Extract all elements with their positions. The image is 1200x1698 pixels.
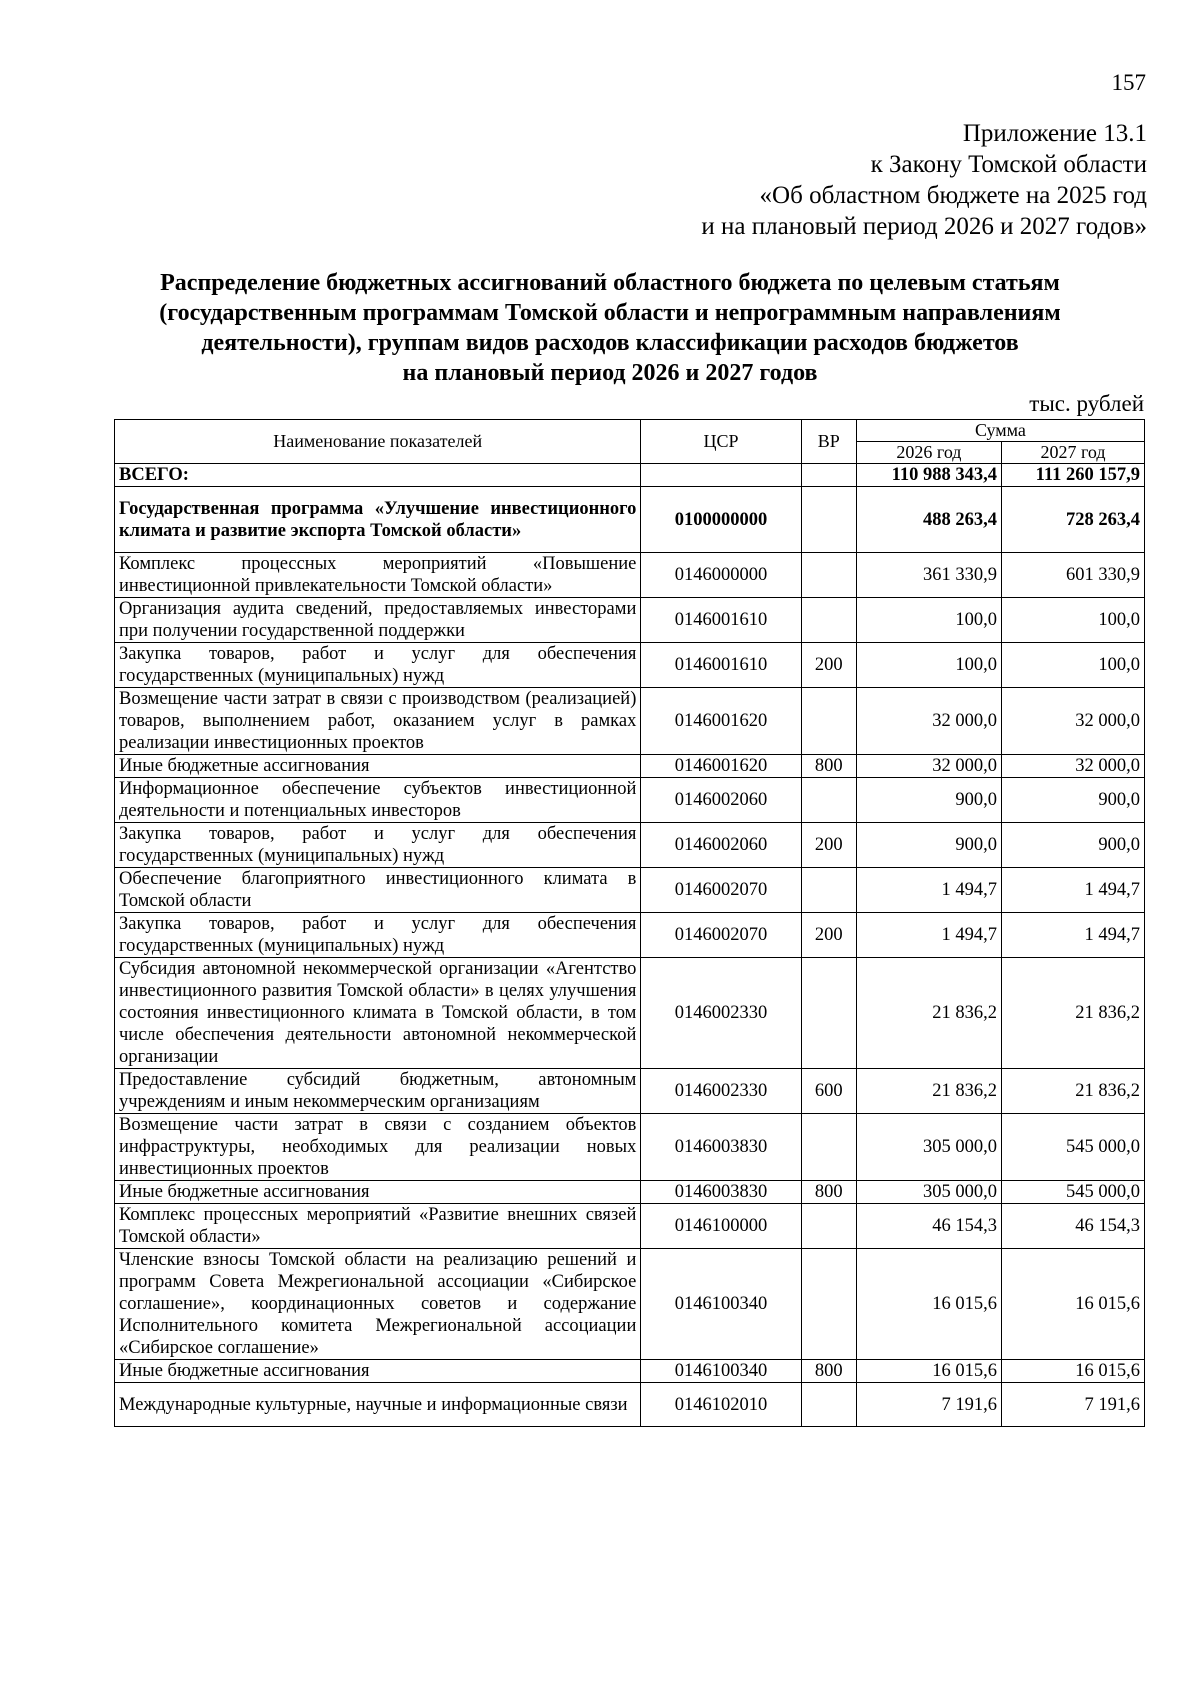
cell-sum-2026: 1 494,7 <box>856 868 1001 913</box>
table-row <box>115 1204 1145 1249</box>
cell-sum-2027: 900,0 <box>1002 823 1145 868</box>
title-line: деятельности), группам видов расходов классификации расходов бюджетов <box>201 330 1019 356</box>
cell-vr <box>801 1383 856 1427</box>
cell-sum-2026: 21 836,2 <box>856 1069 1001 1114</box>
cell-vr: 800 <box>801 1181 856 1204</box>
cell-sum-2027: 16 015,6 <box>1002 1360 1145 1383</box>
annex-header <box>701 118 1147 242</box>
table-row <box>115 823 1145 868</box>
table-row <box>115 913 1145 958</box>
table-row <box>115 1360 1145 1383</box>
cell-name: Международные культурные, научные и информационные связи <box>115 1383 641 1427</box>
cell-sum-2026: 110 988 343,4 <box>856 464 1001 487</box>
cell-csr: 0146001620 <box>641 755 801 778</box>
annex-line: к Закону Томской области <box>870 151 1147 178</box>
table-row <box>115 1069 1145 1114</box>
cell-csr: 0146001610 <box>641 643 801 688</box>
table-row <box>115 464 1145 487</box>
title-line: Распределение бюджетных ассигнований областного бюджета по целевым статьям <box>160 270 1060 296</box>
cell-vr <box>801 958 856 1069</box>
cell-name: Закупка товаров, работ и услуг для обеспечения государственных (муниципальных) нужд <box>115 913 641 958</box>
title-line: на плановый период 2026 и 2027 годов <box>402 360 818 386</box>
cell-csr: 0146002330 <box>641 958 801 1069</box>
cell-vr: 200 <box>801 913 856 958</box>
cell-csr: 0100000000 <box>641 487 801 553</box>
table-row <box>115 1181 1145 1204</box>
cell-sum-2027: 900,0 <box>1002 778 1145 823</box>
cell-vr: 200 <box>801 823 856 868</box>
document-title <box>110 268 1110 388</box>
cell-name: Комплекс процессных мероприятий «Повышение инвестиционной привлекательности Томской области» <box>115 553 641 598</box>
cell-vr <box>801 868 856 913</box>
table-row <box>115 755 1145 778</box>
table-row <box>115 553 1145 598</box>
cell-vr <box>801 778 856 823</box>
cell-sum-2026: 46 154,3 <box>856 1204 1001 1249</box>
table-row <box>115 688 1145 755</box>
cell-vr: 800 <box>801 1360 856 1383</box>
cell-sum-2027: 32 000,0 <box>1002 755 1145 778</box>
units-label: тыс. рублей <box>1029 391 1144 416</box>
cell-name: Предоставление субсидий бюджетным, автономным учреждениям и иным некоммерческим организациям <box>115 1069 641 1114</box>
cell-sum-2027: 601 330,9 <box>1002 553 1145 598</box>
cell-name: Государственная программа «Улучшение инвестиционного климата и развитие экспорта Томской области» <box>115 487 641 553</box>
cell-csr: 0146000000 <box>641 553 801 598</box>
cell-sum-2027: 1 494,7 <box>1002 868 1145 913</box>
annex-line: и на плановый период 2026 и 2027 годов» <box>701 213 1147 240</box>
cell-vr <box>801 1204 856 1249</box>
cell-sum-2027: 100,0 <box>1002 643 1145 688</box>
header-vr: ВР <box>801 420 856 464</box>
header-year-2027: 2027 год <box>1002 442 1145 464</box>
header-name: Наименование показателей <box>115 420 641 464</box>
cell-name: Комплекс процессных мероприятий «Развитие внешних связей Томской области» <box>115 1204 641 1249</box>
cell-csr: 0146002060 <box>641 778 801 823</box>
header-year-2026: 2026 год <box>856 442 1001 464</box>
page-number: 157 <box>1111 70 1146 95</box>
cell-name: Информационное обеспечение субъектов инвестиционной деятельности и потенциальных инвесторов <box>115 778 641 823</box>
title-line: (государственным программам Томской области и непрограммным направлениям <box>159 300 1061 326</box>
table-row <box>115 778 1145 823</box>
cell-csr: 0146100340 <box>641 1249 801 1360</box>
cell-sum-2027: 46 154,3 <box>1002 1204 1145 1249</box>
header-csr: ЦСР <box>641 420 801 464</box>
cell-csr: 0146001620 <box>641 688 801 755</box>
cell-name: Закупка товаров, работ и услуг для обеспечения государственных (муниципальных) нужд <box>115 643 641 688</box>
cell-sum-2027: 7 191,6 <box>1002 1383 1145 1427</box>
cell-sum-2027: 21 836,2 <box>1002 1069 1145 1114</box>
cell-sum-2027: 1 494,7 <box>1002 913 1145 958</box>
table-row <box>115 487 1145 553</box>
cell-sum-2026: 305 000,0 <box>856 1114 1001 1181</box>
cell-csr: 0146001610 <box>641 598 801 643</box>
cell-vr: 600 <box>801 1069 856 1114</box>
table-body <box>115 464 1145 1427</box>
cell-sum-2027: 545 000,0 <box>1002 1181 1145 1204</box>
cell-sum-2026: 32 000,0 <box>856 755 1001 778</box>
annex-line: Приложение 13.1 <box>962 120 1147 147</box>
cell-vr <box>801 1249 856 1360</box>
cell-sum-2027: 100,0 <box>1002 598 1145 643</box>
cell-name: Иные бюджетные ассигнования <box>115 1181 641 1204</box>
cell-name: ВСЕГО: <box>115 464 641 487</box>
cell-vr <box>801 1114 856 1181</box>
cell-vr <box>801 598 856 643</box>
budget-table <box>114 419 1145 1427</box>
cell-sum-2026: 900,0 <box>856 823 1001 868</box>
cell-csr: 0146002070 <box>641 868 801 913</box>
cell-sum-2026: 7 191,6 <box>856 1383 1001 1427</box>
cell-sum-2026: 16 015,6 <box>856 1360 1001 1383</box>
cell-vr: 800 <box>801 755 856 778</box>
table-row <box>115 1249 1145 1360</box>
table-row <box>115 958 1145 1069</box>
cell-sum-2027: 16 015,6 <box>1002 1249 1145 1360</box>
cell-vr: 200 <box>801 643 856 688</box>
cell-name: Возмещение части затрат в связи с созданием объектов инфраструктуры, необходимых для реализации новых инвестиционных проектов <box>115 1114 641 1181</box>
cell-sum-2027: 728 263,4 <box>1002 487 1145 553</box>
cell-csr: 0146002070 <box>641 913 801 958</box>
cell-name: Закупка товаров, работ и услуг для обеспечения государственных (муниципальных) нужд <box>115 823 641 868</box>
cell-vr <box>801 553 856 598</box>
cell-sum-2026: 1 494,7 <box>856 913 1001 958</box>
cell-csr: 0146002330 <box>641 1069 801 1114</box>
cell-sum-2027: 545 000,0 <box>1002 1114 1145 1181</box>
annex-line: «Об областном бюджете на 2025 год <box>759 182 1147 209</box>
table-row <box>115 868 1145 913</box>
table-row <box>115 1383 1145 1427</box>
cell-sum-2026: 16 015,6 <box>856 1249 1001 1360</box>
cell-sum-2026: 900,0 <box>856 778 1001 823</box>
table-row <box>115 1114 1145 1181</box>
cell-name: Субсидия автономной некоммерческой организации «Агентство инвестиционного развития Томской области» в целях улучшения состояния инвестиционного климата в Томской области, в том числе обеспечения деятельности автономной некоммерческой организации <box>115 958 641 1069</box>
cell-vr <box>801 487 856 553</box>
cell-sum-2027: 111 260 157,9 <box>1002 464 1145 487</box>
header-sum: Сумма <box>856 420 1144 442</box>
cell-name: Иные бюджетные ассигнования <box>115 755 641 778</box>
cell-sum-2027: 21 836,2 <box>1002 958 1145 1069</box>
cell-sum-2026: 305 000,0 <box>856 1181 1001 1204</box>
cell-csr <box>641 464 801 487</box>
table-row <box>115 643 1145 688</box>
cell-sum-2026: 100,0 <box>856 643 1001 688</box>
cell-csr: 0146102010 <box>641 1383 801 1427</box>
cell-csr: 0146003830 <box>641 1181 801 1204</box>
cell-csr: 0146100000 <box>641 1204 801 1249</box>
cell-name: Возмещение части затрат в связи с производством (реализацией) товаров, выполнением работ, оказанием услуг в рамках реализации инвестиционных проектов <box>115 688 641 755</box>
cell-sum-2026: 488 263,4 <box>856 487 1001 553</box>
cell-csr: 0146002060 <box>641 823 801 868</box>
cell-sum-2026: 361 330,9 <box>856 553 1001 598</box>
cell-sum-2026: 21 836,2 <box>856 958 1001 1069</box>
cell-name: Иные бюджетные ассигнования <box>115 1360 641 1383</box>
cell-sum-2026: 32 000,0 <box>856 688 1001 755</box>
cell-name: Членские взносы Томской области на реализацию решений и программ Совета Межрегиональной ассоциации «Сибирское соглашение», координационных советов и содержание Исполнительного комитета Межрегиональной ассоциации «Сибирское соглашение» <box>115 1249 641 1360</box>
cell-csr: 0146003830 <box>641 1114 801 1181</box>
cell-sum-2027: 32 000,0 <box>1002 688 1145 755</box>
table-row <box>115 598 1145 643</box>
cell-vr <box>801 464 856 487</box>
cell-name: Обеспечение благоприятного инвестиционного климата в Томской области <box>115 868 641 913</box>
cell-csr: 0146100340 <box>641 1360 801 1383</box>
cell-name: Организация аудита сведений, предоставляемых инвесторами при получении государственной поддержки <box>115 598 641 643</box>
cell-vr <box>801 688 856 755</box>
cell-sum-2026: 100,0 <box>856 598 1001 643</box>
